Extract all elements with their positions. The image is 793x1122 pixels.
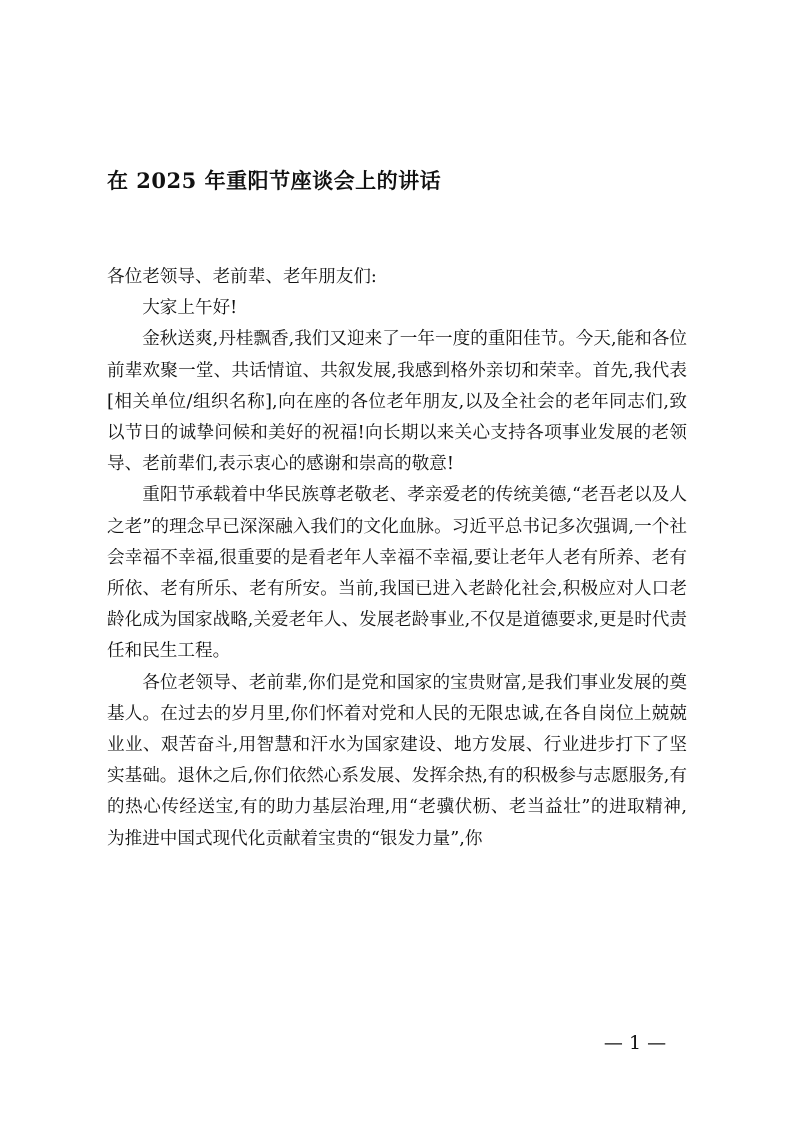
paragraph-opening: 金秋送爽,丹桂飘香,我们又迎来了一年一度的重阳佳节。今天,能和各位前辈欢聚一堂、共话情谊、共叙发展,我感到格外亲切和荣幸。首先,我代表[相关单位/组织名称],向在座的各位老年朋友,以及全社会的老年同志们,致以节日的诚挚问候和美好的祝福!向长期以来关心支持各项事业发展的老领导、老前辈们,表示衷心的感谢和崇高的敬意! <box>107 329 687 475</box>
paragraph-greeting: 大家上午好! <box>142 298 238 319</box>
paragraph-tradition: 重阳节承载着中华民族尊老敬老、孝亲爱老的传统美德,“老吾老以及人之老”的理念早已深深融入我们的文化血脉。习近平总书记多次强调,一个社会幸福不幸福,很重要的是看老年人幸福不幸福,要让老年人老有所养、老有所依、老有所乐、老有所安。当前,我国已进入老龄化社会,积极应对人口老龄化成为国家战略,关爱老年人、发展老龄事业,不仅是道德要求,更是时代责任和民生工程。 <box>107 485 687 662</box>
paragraph-tribute: 各位老领导、老前辈,你们是党和国家的宝贵财富,是我们事业发展的奠基人。在过去的岁月里,你们怀着对党和人民的无限忠诚,在各自岗位上兢兢业业、艰苦奋斗,用智慧和汗水为国家建设、地方发展、行业进步打下了坚实基础。退休之后,你们依然心系发展、发挥余热,有的积极参与志愿服务,有的热心传经送宝,有的助力基层治理,用“老骥伏枥、老当益壮”的进取精神,为推进中国式现代化贡献着宝贵的“银发力量”,你 <box>107 672 687 849</box>
document-title: 在 2025 年重阳节座谈会上的讲话 <box>107 168 442 193</box>
salutation: 各位老领导、老前辈、老年朋友们: <box>107 267 377 287</box>
page-number: — 1 — <box>603 1032 667 1054</box>
speech-body <box>107 262 687 855</box>
